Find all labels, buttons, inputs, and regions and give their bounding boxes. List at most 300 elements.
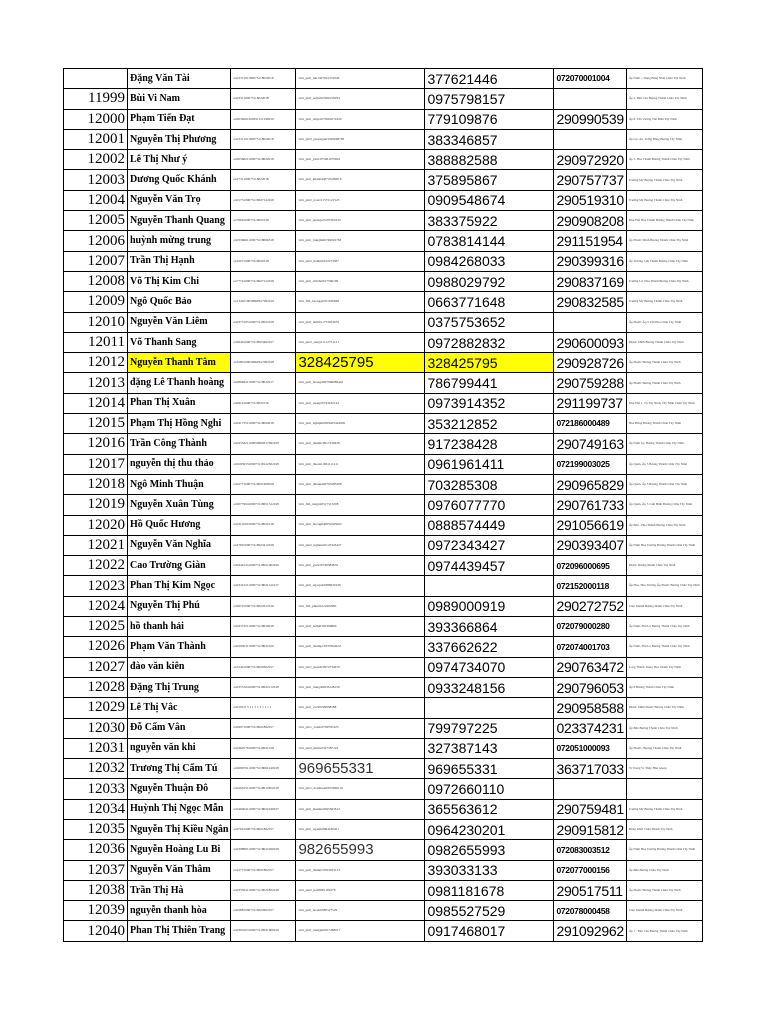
reference-code-cell[interactable]: ex3244100073118029302017 (231, 657, 296, 677)
id-number-cell[interactable]: 072199003025 (554, 454, 626, 474)
account-cell[interactable]: vtttt_ptttt_thuannm0703285308 (296, 474, 425, 494)
phone-cell[interactable]: 786799441 (425, 373, 554, 393)
phone-cell[interactable]: 388882588 (425, 150, 554, 170)
id-number-cell[interactable] (554, 89, 626, 109)
row-number-cell[interactable]: 12009 (64, 292, 128, 312)
row-number-cell[interactable]: 12035 (64, 819, 128, 839)
address-cell[interactable]: Ấp Trường Lưu Thành Bương Châu Tây Ninh (626, 251, 702, 271)
table-row[interactable] (64, 759, 703, 779)
address-cell[interactable]: Khu Phố 1, Tp Tây Ninh, Tây Ninh Châu Tây Ninh (626, 393, 702, 413)
account-cell[interactable]: vtttt_pttt2_hanhtt0232273567 (296, 251, 425, 271)
id-number-cell[interactable] (554, 129, 626, 149)
reference-code-cell[interactable]: ex0588100073118022902017 (231, 901, 296, 921)
phone-cell[interactable]: 377621446 (425, 69, 554, 89)
id-number-cell[interactable]: 072074001703 (554, 637, 626, 657)
address-cell[interactable]: Ấp 8, Tân Vương Tân Biên Tây Ninh (626, 109, 702, 129)
id-number-cell[interactable]: 072051000093 (554, 738, 626, 758)
address-cell[interactable]: Phước Dương Mành Châu Tây Ninh (626, 556, 702, 576)
table-row[interactable] (64, 921, 703, 941)
customer-name-cell[interactable]: Đỗ Cẩm Vân (128, 718, 231, 738)
phone-cell[interactable]: 0663771648 (425, 292, 554, 312)
row-number-cell[interactable]: 12012 (64, 353, 128, 373)
reference-code-cell[interactable]: ex0311000100073118021018 (231, 515, 296, 535)
id-number-cell[interactable] (554, 312, 626, 332)
phone-cell[interactable]: 0972343427 (425, 535, 554, 555)
address-cell[interactable]: Trường Mỹ Bương Thành Châu Tây Ninh (626, 170, 702, 190)
row-number-cell[interactable]: 11999 (64, 89, 128, 109)
table-row[interactable] (64, 657, 703, 677)
customer-name-cell[interactable]: Phạm Văn Thành (128, 637, 231, 657)
reference-code-cell[interactable]: ex0036261200031121190910 (231, 109, 296, 129)
reference-code-cell[interactable]: ex0194 6 3 1 1 7 1 2 1 1 1 1 (231, 698, 296, 718)
phone-cell[interactable]: 703285308 (425, 474, 554, 494)
phone-cell[interactable]: 0888574449 (425, 515, 554, 535)
row-number-cell[interactable]: 12014 (64, 393, 128, 413)
account-cell[interactable]: vtttt_pttt2_phuongntt3506066783 (296, 129, 425, 149)
address-cell[interactable]: Hòa Hưng Bương Thành Châu Tây Ninh (626, 414, 702, 434)
phone-cell[interactable]: 0972660110 (425, 779, 554, 799)
reference-code-cell[interactable]: ex0277100073118021608018 (231, 474, 296, 494)
table-row[interactable] (64, 292, 703, 312)
row-number-cell[interactable]: 12023 (64, 576, 128, 596)
customer-name-cell[interactable]: đào văn kiên (128, 657, 231, 677)
account-cell[interactable]: vtttt_pttt1_vandc0799797225 (296, 718, 425, 738)
account-cell[interactable]: vtttt_ptttt_manhtn0365563612 (296, 799, 425, 819)
id-number-cell[interactable]: 072070001004 (554, 69, 626, 89)
account-cell[interactable]: vtttt_ptttt_haiht0393366864 (296, 617, 425, 637)
table-row[interactable] (64, 332, 703, 352)
row-number-cell[interactable]: 12002 (64, 150, 128, 170)
id-number-cell[interactable]: 072079000280 (554, 617, 626, 637)
row-number-cell[interactable]: 12016 (64, 434, 128, 454)
reference-code-cell[interactable]: ex1341010059960617092016 (231, 292, 296, 312)
id-number-cell[interactable]: 290837169 (554, 271, 626, 291)
address-cell[interactable]: Ấp Ninh Hòa Trường Bương Thành Châu Tây Ninh (626, 535, 702, 555)
phone-cell[interactable]: 365563612 (425, 799, 554, 819)
table-row[interactable] (64, 617, 703, 637)
phone-cell[interactable]: 0375753652 (425, 312, 554, 332)
row-number-cell[interactable]: 12022 (64, 556, 128, 576)
address-cell[interactable]: Ấp Phước Bương Thành Châu Tây Ninh (626, 880, 702, 900)
address-cell[interactable]: Ấp Phước, Bương Thành Châu Tây Ninh (626, 738, 702, 758)
address-cell[interactable]: Ấp Quán, Ấp 5 Cẩm Bình Bương Châu Tây Ninh (626, 495, 702, 515)
id-number-cell[interactable]: 290928726 (554, 353, 626, 373)
address-cell[interactable]: Ấp Bến Bương Châu Tây Ninh (626, 860, 702, 880)
address-cell[interactable] (626, 779, 702, 799)
row-number-cell[interactable]: 12004 (64, 190, 128, 210)
table-row[interactable] (64, 718, 703, 738)
account-cell[interactable]: vtttt_ptttt_vaclt0299958588 (296, 698, 425, 718)
account-cell[interactable]: vtttt_ptttt_hoangdlt07066089441 (296, 373, 425, 393)
id-number-cell[interactable]: 290759288 (554, 373, 626, 393)
phone-cell[interactable]: 353212852 (425, 414, 554, 434)
reference-code-cell[interactable]: ex6764100073118021802017 (231, 819, 296, 839)
customer-name-cell[interactable]: nguyễn thanh hòa (128, 901, 231, 921)
account-cell[interactable]: vtttt_ftth_phunt0122262981 (296, 596, 425, 616)
table-row[interactable] (64, 819, 703, 839)
table-row[interactable] (64, 414, 703, 434)
id-number-cell[interactable]: 363717033 (554, 759, 626, 779)
account-cell[interactable]: vtttt_pttt2_sangvt1112751121 (296, 332, 425, 352)
row-number-cell[interactable]: 12019 (64, 495, 128, 515)
address-cell[interactable]: Phước Minh Phước Bương Châu Tây Ninh (626, 698, 702, 718)
customer-name-cell[interactable]: Bùi Vi Nam (128, 89, 231, 109)
customer-name-cell[interactable]: Phạm Thị Hồng Nghi (128, 414, 231, 434)
address-cell[interactable]: Ấp Ninh ...Trảng Bàng Nhất Châu Tây Ninh (626, 69, 702, 89)
table-row[interactable] (64, 860, 703, 880)
phone-cell[interactable]: 779109876 (425, 109, 554, 129)
account-cell[interactable]: vtttt_ptttt_yltn1075061075843 (296, 150, 425, 170)
id-number-cell[interactable]: 291092962 (554, 921, 626, 941)
row-number-cell[interactable]: 12021 (64, 535, 128, 555)
address-cell[interactable]: Ấp Ninh, Phú Lộ Bương Thành Châu Tây Ninh (626, 637, 702, 657)
reference-code-cell[interactable]: ex7774100073118027122018 (231, 271, 296, 291)
reference-code-cell[interactable]: ex0353941100073118021802018 (231, 880, 296, 900)
address-cell[interactable]: Ấp Hòa, Hòa Trường Ấp Phước Bương Châu Tây Ninh (626, 576, 702, 596)
table-row[interactable] (64, 799, 703, 819)
id-number-cell[interactable]: 290399316 (554, 251, 626, 271)
reference-code-cell[interactable]: ex2207100073118020318 (231, 251, 296, 271)
customer-name-cell[interactable]: Trần Công Thành (128, 434, 231, 454)
reference-code-cell[interactable]: ex3769100073118023412018 (231, 535, 296, 555)
table-row[interactable] (64, 596, 703, 616)
id-number-cell[interactable] (554, 779, 626, 799)
address-cell[interactable]: Ấp Phước Ấp 5 Tân Hòa Châu Tây Ninh (626, 312, 702, 332)
reference-code-cell[interactable]: ex0341521100073118021141017 (231, 576, 296, 596)
table-row[interactable] (64, 109, 703, 129)
row-number-cell[interactable]: 12025 (64, 617, 128, 637)
customer-name-cell[interactable]: Ngô Minh Thuận (128, 474, 231, 494)
table-row[interactable] (64, 129, 703, 149)
customer-name-cell[interactable]: Phan Thị Xuân (128, 393, 231, 413)
customer-name-cell[interactable]: Nguyễn Thanh Quang (128, 211, 231, 231)
customer-name-cell[interactable]: Nguyễn Văn Trọ (128, 190, 231, 210)
account-cell[interactable]: vtttt_pttt2_nghianv0123343427 (296, 535, 425, 555)
phone-cell[interactable]: 383346857 (425, 129, 554, 149)
address-cell[interactable]: Ấp Bến Bương Thành Châu Tây Ninh (626, 718, 702, 738)
customer-name-cell[interactable]: Cao Trường Giàn (128, 556, 231, 576)
customer-name-cell[interactable]: Nguyễn Thị Phương (128, 129, 231, 149)
id-number-cell[interactable]: 290972920 (554, 150, 626, 170)
account-cell[interactable]: vtttt_ptttt_khanhdq0725200016 (296, 170, 425, 190)
account-cell[interactable]: vtttt_ptttt_quangnt3197501632 (296, 211, 425, 231)
phone-cell[interactable]: 799797225 (425, 718, 554, 738)
address-cell[interactable]: Ấp Phước Bương Thành Châu Tây Ninh (626, 373, 702, 393)
account-cell[interactable]: vtttt_pttt2_hatt0981181678 (296, 880, 425, 900)
account-cell[interactable]: vtttt_ptttt_ngantk0964230201 (296, 819, 425, 839)
table-row[interactable] (64, 474, 703, 494)
id-number-cell[interactable]: 290600093 (554, 332, 626, 352)
customer-name-cell[interactable]: Nguyễn Văn Thâm (128, 860, 231, 880)
phone-cell[interactable]: 375895867 (425, 170, 554, 190)
row-number-cell[interactable]: 12037 (64, 860, 128, 880)
address-cell[interactable]: Ấp 2, Bến Cầu Bương Thành Châu Tây Ninh (626, 89, 702, 109)
account-cell[interactable]: vtttt_ptttt_ngocptk0386631936 (296, 576, 425, 596)
table-row[interactable] (64, 190, 703, 210)
id-number-cell[interactable]: 290393407 (554, 535, 626, 555)
account-cell[interactable]: vtttt_ptttt_chivtk0017566199 (296, 271, 425, 291)
account-cell[interactable]: vtttt_pttt1_kiendv0974734070 (296, 657, 425, 677)
reference-code-cell[interactable]: ex0593031100073118021020 (231, 637, 296, 657)
table-row[interactable] (64, 211, 703, 231)
address-cell[interactable]: Phước Minh Bương Thành Châu Tây Ninh (626, 332, 702, 352)
phone-cell[interactable]: 0974734070 (425, 657, 554, 677)
row-number-cell[interactable]: 12040 (64, 921, 128, 941)
address-cell[interactable]: Ấp 1 - Bến Cầu Bương Thành Châu Tây Ninh (626, 921, 702, 941)
row-number-cell[interactable]: 12028 (64, 677, 128, 697)
table-row[interactable] (64, 89, 703, 109)
phone-cell[interactable]: 0982655993 (425, 840, 554, 860)
phone-cell[interactable]: 0988029792 (425, 271, 554, 291)
reference-code-cell[interactable]: ex0263231100073118011802018 (231, 779, 296, 799)
reference-code-cell[interactable]: ex0494041100073118021040017 (231, 799, 296, 819)
customer-name-cell[interactable]: Trần Thị Hạnh (128, 251, 231, 271)
phone-cell[interactable]: 383375922 (425, 211, 554, 231)
id-number-cell[interactable]: 290749163 (554, 434, 626, 454)
table-row[interactable] (64, 535, 703, 555)
account-cell[interactable]: 982655993 (296, 840, 425, 860)
account-cell[interactable]: vtttt_ptttt_xuanpt0743432144 (296, 393, 425, 413)
id-number-cell[interactable]: 290763472 (554, 657, 626, 677)
phone-cell[interactable]: 328425795 (425, 353, 554, 373)
phone-cell[interactable]: 393033133 (425, 860, 554, 880)
address-cell[interactable]: Trường Mỹ Bương Thành Châu Tây Ninh (626, 190, 702, 210)
reference-code-cell[interactable]: ex0355104100073118022112018 (231, 677, 296, 697)
table-row[interactable] (64, 556, 703, 576)
phone-cell[interactable] (425, 698, 554, 718)
id-number-cell[interactable]: 290908208 (554, 211, 626, 231)
id-number-cell[interactable]: 072152000118 (554, 576, 626, 596)
phone-cell[interactable]: 0961961411 (425, 454, 554, 474)
customer-name-cell[interactable]: Trương Thị Cẩm Tú (128, 759, 231, 779)
phone-cell[interactable]: 0973914352 (425, 393, 554, 413)
account-cell[interactable]: vtttt_ftth_baongq0351636948 (296, 292, 425, 312)
address-cell[interactable]: Ấp Quán, Ấp 5 Bương Thành Châu Tây Ninh (626, 474, 702, 494)
reference-code-cell[interactable]: ex0437321100073118050918 (231, 617, 296, 637)
reference-code-cell[interactable]: ex9970100073118022612016 (231, 596, 296, 616)
id-number-cell[interactable]: 072077000156 (554, 860, 626, 880)
account-cell[interactable]: vtttt_ptttt_nghipth0059403424920 (296, 414, 425, 434)
id-number-cell[interactable]: 290915812 (554, 819, 626, 839)
customer-name-cell[interactable]: Nguyễn Văn Liêm (128, 312, 231, 332)
row-number-cell[interactable]: 12038 (64, 880, 128, 900)
table-row[interactable] (64, 515, 703, 535)
table-row[interactable] (64, 150, 703, 170)
phone-cell[interactable]: 0974439457 (425, 556, 554, 576)
customer-name-cell[interactable]: Đặng Văn Tài (128, 69, 231, 89)
customer-name-cell[interactable]: Phan Thị Thiên Trang (128, 921, 231, 941)
table-row[interactable] (64, 353, 703, 373)
account-cell[interactable]: vtttt_ptttt_trungdt0933248156 (296, 677, 425, 697)
customer-name-cell[interactable]: Lê Thị Vắc (128, 698, 231, 718)
customer-name-cell[interactable]: Nguyễn Thị Kiều Ngân (128, 819, 231, 839)
reference-code-cell[interactable]: ex0077904100073118051312018 (231, 495, 296, 515)
customer-name-cell[interactable]: Hồ Quốc Hương (128, 515, 231, 535)
customer-name-cell[interactable]: Dương Quốc Khánh (128, 170, 231, 190)
id-number-cell[interactable]: 291199737 (554, 393, 626, 413)
row-number-cell[interactable]: 12034 (64, 799, 128, 819)
customer-name-cell[interactable]: Phạm Tiến Đạt (128, 109, 231, 129)
account-cell[interactable]: vtttt_ptttt_liemnv1753653652 (296, 312, 425, 332)
phone-cell[interactable]: 917238428 (425, 434, 554, 454)
account-cell[interactable]: vtttt_pttt1_donthuan0972660110 (296, 779, 425, 799)
phone-cell[interactable]: 0783814144 (425, 231, 554, 251)
row-number-cell[interactable]: 12032 (64, 759, 128, 779)
account-cell[interactable]: vtttt_ptttt_hoant0985527529 (296, 901, 425, 921)
table-row[interactable] (64, 495, 703, 515)
account-cell[interactable]: vtttt_ptttt_huonghq0050165002 (296, 515, 425, 535)
account-cell[interactable]: vtttt_ptttt_giancl0749584676 (296, 556, 425, 576)
account-cell[interactable]: vtttt_ptttt_trangptt0917468017 (296, 921, 425, 941)
table-row[interactable] (64, 576, 703, 596)
reference-code-cell[interactable]: ex9946100073118023402017 (231, 332, 296, 352)
table-row[interactable] (64, 251, 703, 271)
table-row[interactable] (64, 901, 703, 921)
row-number-cell[interactable]: 12003 (64, 170, 128, 190)
row-number-cell[interactable] (64, 69, 128, 89)
reference-code-cell[interactable]: ex0444145100073118021902016 (231, 556, 296, 576)
row-number-cell[interactable]: 12006 (64, 231, 128, 251)
reference-code-cell[interactable]: ex0036621100073118022018 (231, 150, 296, 170)
phone-cell[interactable]: 0933248156 (425, 677, 554, 697)
phone-cell[interactable]: 0989000919 (425, 596, 554, 616)
id-number-cell[interactable]: 072083003512 (554, 840, 626, 860)
reference-code-cell[interactable]: ex3280100059960617092018 (231, 353, 296, 373)
address-cell[interactable]: Ấp Lộc An, Trảng Bàng Bương Tây Ninh (626, 129, 702, 149)
id-number-cell[interactable]: 290990539 (554, 109, 626, 129)
customer-name-cell[interactable]: Phan Thị Kim Ngọc (128, 576, 231, 596)
address-cell[interactable]: Ấp Bến - Hòa Thành Bương Châu Tây Ninh (626, 515, 702, 535)
phone-cell[interactable]: 0975798157 (425, 89, 554, 109)
account-cell[interactable]: vtttt_ftth_tungnx0517513208 (296, 495, 425, 515)
address-cell[interactable]: Ấp 3, Hòa Thành Bương Thành Châu Tây Ninh (626, 150, 702, 170)
phone-cell[interactable]: 0976077770 (425, 495, 554, 515)
account-cell[interactable]: vtttt_ptttt_thaontt1961111411 (296, 454, 425, 474)
id-number-cell[interactable]: 291151954 (554, 231, 626, 251)
phone-cell[interactable]: 0981181678 (425, 880, 554, 900)
account-cell[interactable]: vtttt_ptttt_datpt1075061072420 (296, 109, 425, 129)
account-cell[interactable]: vtttt_pttt2_tronv21572121523 (296, 190, 425, 210)
reference-code-cell[interactable]: ex0173100073118027122018 (231, 190, 296, 210)
row-number-cell[interactable]: 12036 (64, 840, 128, 860)
id-number-cell[interactable]: 023374231 (554, 718, 626, 738)
table-row[interactable] (64, 373, 703, 393)
row-number-cell[interactable]: 12015 (64, 414, 128, 434)
customer-name-cell[interactable]: Nguyễn Hoàng Lu Bi (128, 840, 231, 860)
customer-name-cell[interactable]: Nguyễn Thanh Tâm (128, 353, 231, 373)
id-number-cell[interactable]: 290757737 (554, 170, 626, 190)
reference-code-cell[interactable]: ex0263933100073118122302018 (231, 454, 296, 474)
phone-cell[interactable]: 337662622 (425, 637, 554, 657)
table-row[interactable] (64, 434, 703, 454)
row-number-cell[interactable]: 12017 (64, 454, 128, 474)
reference-code-cell[interactable]: ex7066100073118021018 (231, 211, 296, 231)
phone-cell[interactable] (425, 576, 554, 596)
table-row[interactable] (64, 840, 703, 860)
account-cell[interactable]: vtttt_ptttt_thanhpv0337662622 (296, 637, 425, 657)
customer-name-cell[interactable]: Trần Thị Hà (128, 880, 231, 900)
reference-code-cell[interactable]: ex2277100073118021802017 (231, 860, 296, 880)
reference-code-cell[interactable]: ex0866941100073118022017 (231, 373, 296, 393)
phone-cell[interactable]: 0984268033 (425, 251, 554, 271)
id-number-cell[interactable]: 290796053 (554, 677, 626, 697)
table-row[interactable] (64, 779, 703, 799)
reference-code-cell[interactable]: ex2731100073118022018 (231, 170, 296, 190)
address-cell[interactable]: Cẩm Khánh Bương Mành Châu Tây Ninh (626, 596, 702, 616)
reference-code-cell[interactable]: ex0331100073118022018 (231, 89, 296, 109)
phone-cell[interactable]: 393366864 (425, 617, 554, 637)
row-number-cell[interactable]: 12011 (64, 332, 128, 352)
table-row[interactable] (64, 69, 703, 89)
address-cell[interactable]: Ấp Ninh, Phú Lộ Bương Thành Châu Tây Ninh (626, 617, 702, 637)
address-cell[interactable]: Đồng Khởi Châu Thành Tây Ninh (626, 819, 702, 839)
reference-code-cell[interactable]: ex0393203100073118021606016 (231, 921, 296, 941)
id-number-cell[interactable]: 072078000458 (554, 901, 626, 921)
account-cell[interactable]: vtttt_ptttt_trunghm0749016763 (296, 231, 425, 251)
table-row[interactable] (64, 393, 703, 413)
customer-name-cell[interactable]: Ngô Quốc Bảo (128, 292, 231, 312)
account-cell[interactable]: vtttt_ptttt_namvi07000156294 (296, 89, 425, 109)
address-cell[interactable]: Ấp Quán, Ấp 5 Bương Thành Châu Tây Ninh (626, 454, 702, 474)
id-number-cell[interactable]: 291056619 (554, 515, 626, 535)
customer-name-cell[interactable]: nguyễn văn khi (128, 738, 231, 758)
address-cell[interactable]: Vị Trung Vị Thủy Hậu Giang (626, 759, 702, 779)
row-number-cell[interactable]: 12030 (64, 718, 128, 738)
customer-name-cell[interactable]: Nguyễn Thị Phú (128, 596, 231, 616)
address-cell[interactable]: Khu Phố Hòa Thành Bương Thành Châu Tây Ninh (626, 211, 702, 231)
row-number-cell[interactable]: 12031 (64, 738, 128, 758)
customer-name-cell[interactable]: Nguyễn Thuận Đô (128, 779, 231, 799)
customer-name-cell[interactable]: Võ Thị Kim Chi (128, 271, 231, 291)
address-cell[interactable]: Trường Lư, Hòa Thành Bương Châu Tây Ninh (626, 271, 702, 291)
row-number-cell[interactable]: 12020 (64, 515, 128, 535)
row-number-cell[interactable]: 12029 (64, 698, 128, 718)
table-row[interactable] (64, 637, 703, 657)
id-number-cell[interactable]: 290965829 (554, 474, 626, 494)
table-row[interactable] (64, 677, 703, 697)
address-cell[interactable]: Trường Mỹ Bương Thành Châu Tây Ninh (626, 799, 702, 819)
phone-cell[interactable]: 0964230201 (425, 819, 554, 839)
customer-name-cell[interactable]: Nguyễn Xuân Tùng (128, 495, 231, 515)
account-cell[interactable]: vtttt_pttt2_khinv0327387143 (296, 738, 425, 758)
reference-code-cell[interactable]: ex9910100073118031016 (231, 393, 296, 413)
id-number-cell[interactable]: 290958588 (554, 698, 626, 718)
customer-name-cell[interactable]: Lê Thị Như ý (128, 150, 231, 170)
phone-cell[interactable]: 0985527529 (425, 901, 554, 921)
address-cell[interactable]: Ấp Phước Bương Thành Châu Tây Ninh (626, 353, 702, 373)
reference-code-cell[interactable]: ex0331191100073118022018 (231, 129, 296, 149)
table-row[interactable] (64, 170, 703, 190)
id-number-cell[interactable]: 290272752 (554, 596, 626, 616)
customer-name-cell[interactable]: Võ Thanh Sang (128, 332, 231, 352)
reference-code-cell[interactable]: ex0375195100073118022018 (231, 312, 296, 332)
account-cell[interactable]: vtttt_ptttt_thanhtc0917238428 (296, 434, 425, 454)
reference-code-cell[interactable]: ex0696791100073118061240018 (231, 759, 296, 779)
customer-name-cell[interactable]: Đặng Thị Trung (128, 677, 231, 697)
table-row[interactable] (64, 698, 703, 718)
reference-code-cell[interactable]: ex0433421100059960617092018 (231, 434, 296, 454)
table-row[interactable] (64, 271, 703, 291)
reference-code-cell[interactable]: ex0398981100073118021090018 (231, 840, 296, 860)
id-number-cell[interactable]: 290517511 (554, 880, 626, 900)
customer-name-cell[interactable]: Huỳnh Thị Ngọc Mẫn (128, 799, 231, 819)
row-number-cell[interactable]: 12010 (64, 312, 128, 332)
address-cell[interactable]: Cẩm Khánh Bương Mành Châu Tây Ninh (626, 901, 702, 921)
account-cell[interactable]: vtttt_ptttt_tutt1507001331020 (296, 69, 425, 89)
phone-cell[interactable]: 969655331 (425, 759, 554, 779)
row-number-cell[interactable]: 12008 (64, 271, 128, 291)
table-row[interactable] (64, 880, 703, 900)
